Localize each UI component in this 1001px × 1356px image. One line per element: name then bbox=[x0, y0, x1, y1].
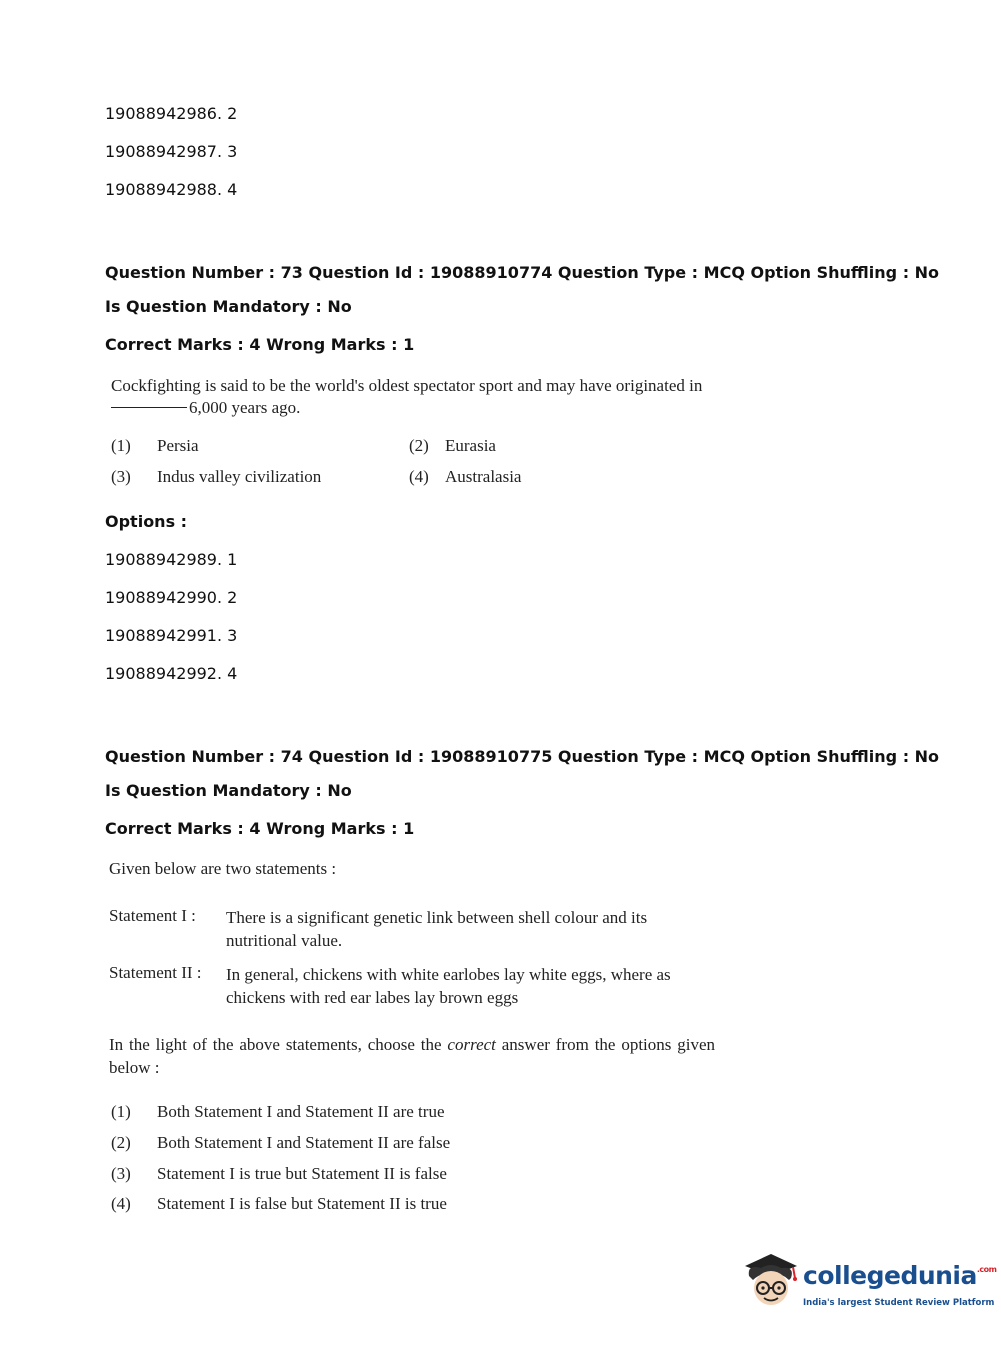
choice-item: (1) Both Statement I and Statement II are true bbox=[111, 1102, 445, 1121]
collegedunia-mascot-icon bbox=[741, 1250, 801, 1312]
option-item: 19088942987. 3 bbox=[105, 142, 238, 161]
question-text: Cockfighting is said to be the world's oldest spectator sport and may have originated in bbox=[111, 376, 703, 395]
statement-text: There is a significant genetic link between shell colour and its nutritional value. bbox=[226, 908, 648, 950]
option-item: 19088942992. 4 bbox=[105, 664, 238, 683]
options-label: Options : bbox=[105, 512, 188, 531]
question-mandatory: Is Question Mandatory : No bbox=[105, 297, 352, 316]
choice-item: (4) Australasia bbox=[409, 467, 522, 486]
choice-item: (1) Persia bbox=[111, 436, 199, 455]
option-item: 19088942991. 3 bbox=[105, 626, 238, 645]
brand-tagline: India's largest Student Review Platform bbox=[803, 1298, 995, 1308]
choice-item: (2) Eurasia bbox=[409, 436, 496, 455]
question-header: Question Number : 73 Question Id : 19088910774 Question Type : MCQ Option Shuffling : No bbox=[105, 263, 940, 282]
statement-label: Statement I : bbox=[109, 906, 196, 925]
statement-text: In general, chickens with white earlobes lay white eggs, where as chickens with red ear labes lay brown eggs bbox=[226, 965, 671, 1007]
choice-item: (3) Statement I is true but Statement II is false bbox=[111, 1164, 447, 1183]
choice-item: (2) Both Statement I and Statement II are false bbox=[111, 1133, 451, 1152]
option-item: 19088942988. 4 bbox=[105, 180, 238, 199]
brand-name: collegedunia$^{.com}$ bbox=[803, 1261, 997, 1290]
question-marks: Correct Marks : 4 Wrong Marks : 1 bbox=[105, 819, 415, 838]
question-mandatory: Is Question Mandatory : No bbox=[105, 781, 352, 800]
option-item: 19088942990. 2 bbox=[105, 588, 238, 607]
question-marks: Correct Marks : 4 Wrong Marks : 1 bbox=[105, 335, 415, 354]
question-instruction: In the light of the above statements, choose the correct answer from the options given below : bbox=[109, 1035, 716, 1077]
question-intro: Given below are two statements : bbox=[109, 859, 337, 878]
question-text-line2: 6,000 years ago. bbox=[111, 398, 300, 418]
choice-item: (3) Indus valley civilization bbox=[111, 467, 322, 486]
answer-blank bbox=[111, 407, 187, 408]
choice-item: (4) Statement I is false but Statement II is true bbox=[111, 1194, 447, 1213]
statement-label: Statement II : bbox=[109, 963, 202, 982]
question-header: Question Number : 74 Question Id : 19088910775 Question Type : MCQ Option Shuffling : No bbox=[105, 747, 940, 766]
option-item: 19088942989. 1 bbox=[105, 550, 238, 569]
option-item: 19088942986. 2 bbox=[105, 104, 238, 123]
